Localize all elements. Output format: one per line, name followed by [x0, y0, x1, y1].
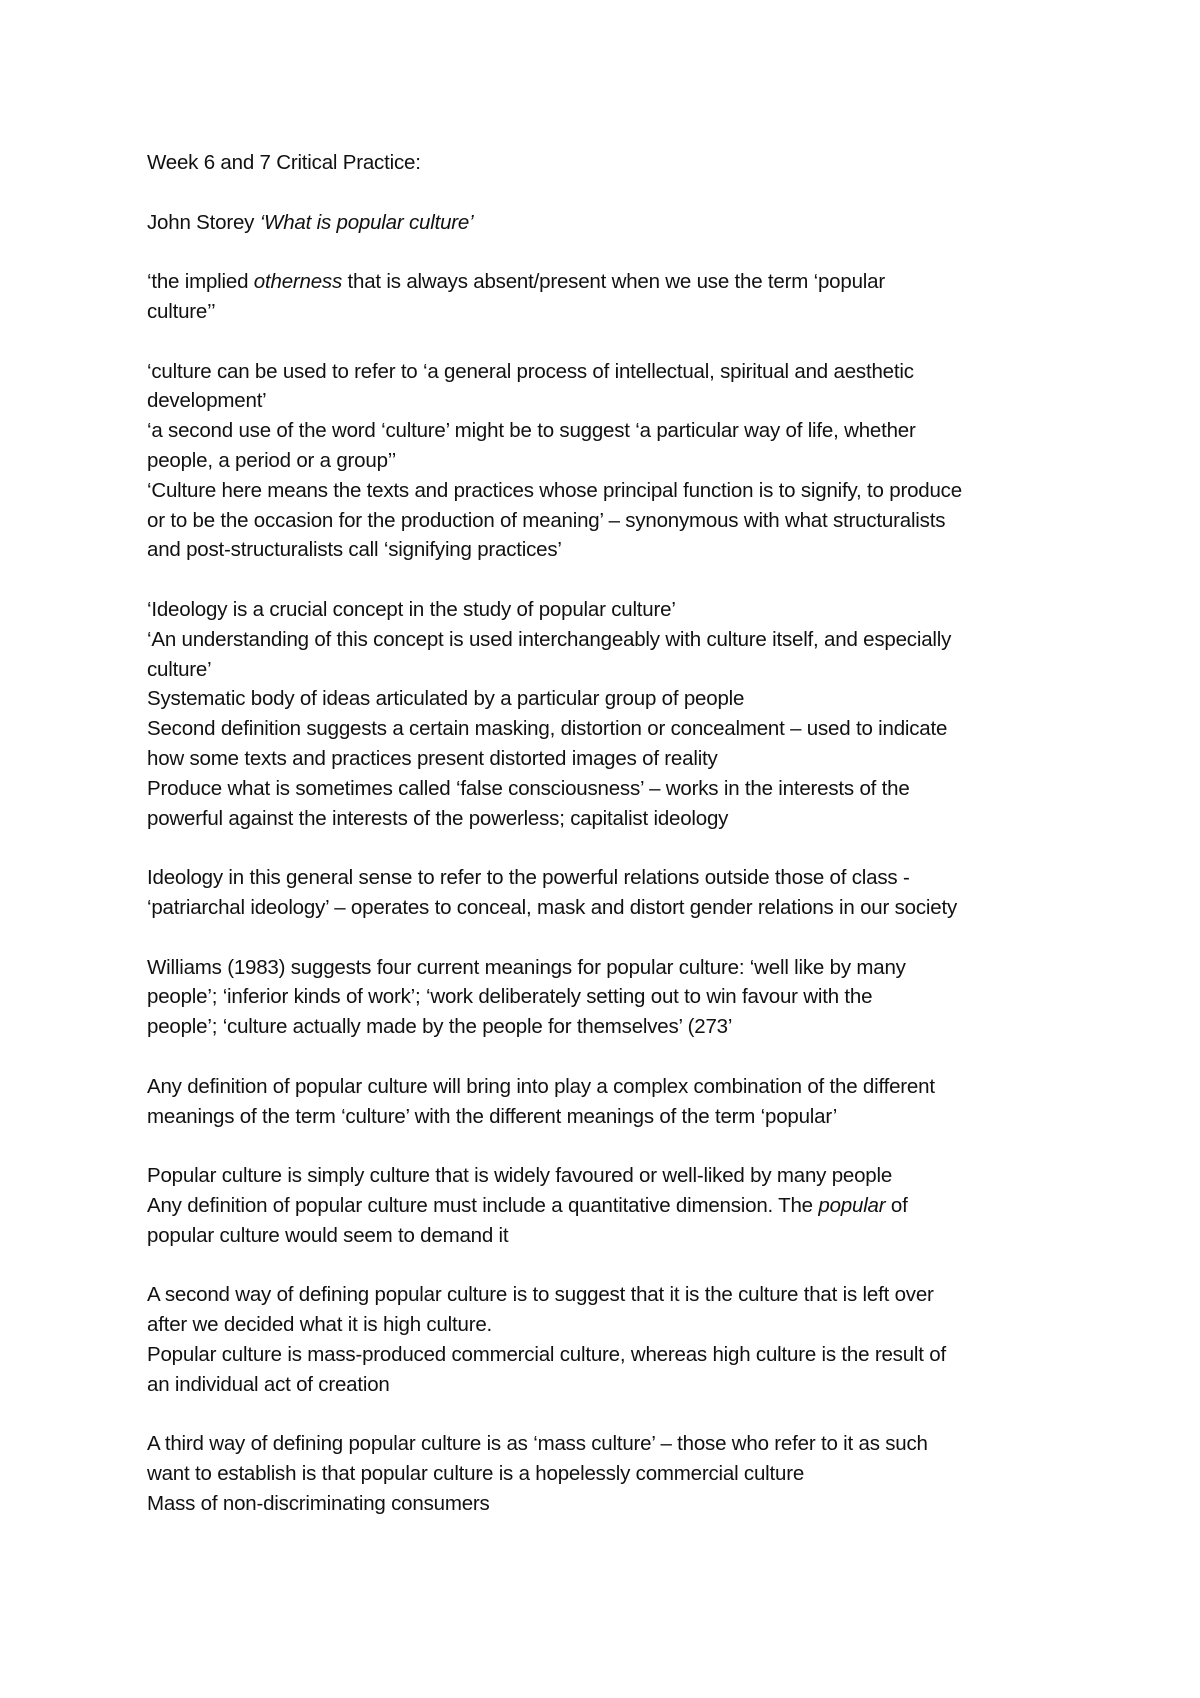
author-line [147, 208, 1087, 238]
paragraph-gap [147, 565, 1087, 595]
emphasis-otherness: otherness [253, 270, 343, 294]
paragraph-gap [147, 1131, 1087, 1161]
paragraph-gap [147, 237, 1087, 267]
ideology-line: Systematic body of ideas articulated by a particular group of people [147, 687, 745, 711]
text-segment: ‘the implied [147, 270, 254, 294]
quote-otherness-line-1 [147, 267, 1087, 297]
document-title: Week 6 and 7 Critical Practice: [147, 151, 421, 174]
quote-otherness-line-2: culture’’ [147, 299, 216, 323]
williams-line: people’; ‘culture actually made by the people for themselves’ (273’ [147, 1015, 733, 1039]
second-way-line: after we decided what it is high culture. [147, 1313, 493, 1337]
third-way-line: A third way of defining popular culture is as ‘mass culture’ – those who refer to it as such [147, 1432, 928, 1456]
text-segment: that is always absent/present when we use the term ‘popular [342, 270, 885, 294]
second-way-line: an individual act of creation [147, 1372, 390, 1396]
paragraph-gap [147, 1399, 1087, 1429]
work-title: ‘What is popular culture’ [259, 210, 474, 234]
culture-definition-line: and post-structuralists call ‘signifying practices’ [147, 538, 562, 562]
culture-definition-line: or to be the occasion for the production of meaning’ – synonymous with what structuralists [147, 508, 946, 532]
culture-definition-line: ‘culture can be used to refer to ‘a general process of intellectual, spiritual and aesthetic [147, 359, 914, 383]
popular-quantitative-line: Popular culture is simply culture that is widely favoured or well-liked by many people [147, 1164, 893, 1188]
williams-line: people’; ‘inferior kinds of work’; ‘work deliberately setting out to win favour with the [147, 985, 873, 1009]
paragraph-gap [147, 1250, 1087, 1280]
culture-definition-line: people, a period or a group’’ [147, 448, 397, 472]
ideology-line: Second definition suggests a certain masking, distortion or concealment – used to indicate [147, 717, 948, 741]
ideology-general-line: Ideology in this general sense to refer to the powerful relations outside those of class - [147, 866, 910, 890]
ideology-line: powerful against the interests of the powerless; capitalist ideology [147, 806, 729, 830]
paragraph-gap [147, 923, 1087, 953]
culture-definition-line: development’ [147, 389, 267, 413]
popular-quantitative-line [147, 1191, 1087, 1221]
definition-combination-line: Any definition of popular culture will bring into play a complex combination of the different [147, 1074, 935, 1098]
ideology-line: ‘Ideology is a crucial concept in the study of popular culture’ [147, 597, 676, 621]
definition-combination-line: meanings of the term ‘culture’ with the different meanings of the term ‘popular’ [147, 1104, 838, 1128]
ideology-line: culture’ [147, 657, 212, 681]
text-segment: Any definition of popular culture must include a quantitative dimension. The [147, 1193, 819, 1217]
paragraph-gap [147, 1042, 1087, 1072]
third-way-line: want to establish is that popular culture is a hopelessly commercial culture [147, 1462, 805, 1486]
second-way-line: A second way of defining popular culture is to suggest that it is the culture that is left over [147, 1283, 934, 1307]
document-body [147, 148, 1087, 1519]
second-way-line: Popular culture is mass-produced commercial culture, whereas high culture is the result of [147, 1342, 946, 1366]
text-segment: of [885, 1193, 908, 1217]
culture-definition-line: ‘a second use of the word ‘culture’ might be to suggest ‘a particular way of life, whether [147, 419, 916, 443]
third-way-line: Mass of non-discriminating consumers [147, 1491, 490, 1515]
paragraph-gap [147, 327, 1087, 357]
culture-definition-line: ‘Culture here means the texts and practices whose principal function is to signify, to produce [147, 478, 962, 502]
ideology-line: how some texts and practices present distorted images of reality [147, 746, 718, 770]
author-name: John Storey [147, 210, 255, 234]
paragraph-gap [147, 178, 1087, 208]
williams-line: Williams (1983) suggests four current meanings for popular culture: ‘well like by many [147, 955, 906, 979]
paragraph-gap [147, 833, 1087, 863]
emphasis-popular: popular [818, 1193, 886, 1217]
ideology-general-line: ‘patriarchal ideology’ – operates to conceal, mask and distort gender relations in our society [147, 895, 958, 919]
ideology-line: Produce what is sometimes called ‘false consciousness’ – works in the interests of the [147, 776, 910, 800]
popular-quantitative-line: popular culture would seem to demand it [147, 1223, 509, 1247]
ideology-line: ‘An understanding of this concept is used interchangeably with culture itself, and especially [147, 627, 952, 651]
